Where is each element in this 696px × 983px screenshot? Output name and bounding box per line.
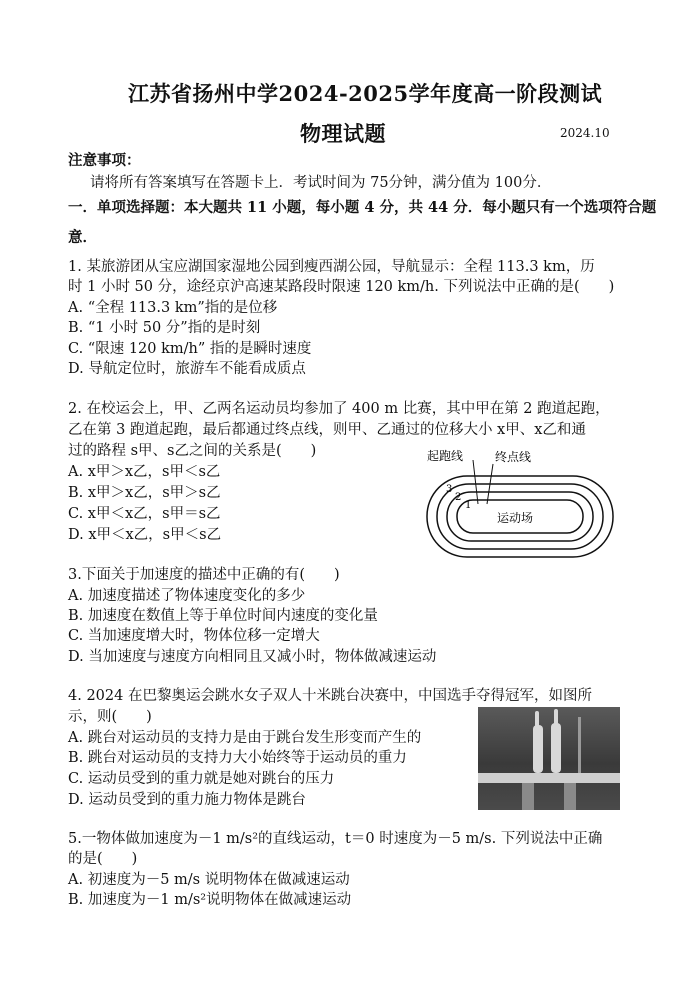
running-track-figure bbox=[415, 446, 620, 561]
field-label: 运动场 bbox=[497, 511, 534, 525]
q5-option-a: A. 初速度为－5 m/s 说明物体在做减速运动 bbox=[68, 872, 350, 888]
start-line bbox=[473, 460, 478, 504]
start-line-label: 起跑线 bbox=[427, 449, 464, 463]
diving-photo bbox=[478, 707, 620, 810]
q2-stem-line3: 过的路程 s甲、s乙之间的关系是( ) bbox=[68, 443, 317, 459]
q2-option-b: B. x甲＞x乙，s甲＞s乙 bbox=[68, 485, 221, 501]
platform-support-right bbox=[564, 783, 576, 810]
section-heading-line2: 意． bbox=[68, 229, 97, 246]
lane-3-label: 3 bbox=[446, 484, 453, 495]
q2-stem-line1: 2. 在校运会上，甲、乙两名运动员均参加了 400 m 比赛，其中甲在第 2 跑道起跑， bbox=[68, 401, 610, 417]
q2-stem-line2: 乙在第 3 跑道起跑，最后都通过终点线，则甲、乙通过的位移大小 x甲、x乙和通 bbox=[68, 422, 586, 438]
q3-stem: 3.下面关于加速度的描述中正确的有( ) bbox=[68, 567, 340, 583]
diver-left bbox=[533, 725, 543, 773]
q4-option-b: B. 跳台对运动员的支持力大小始终等于运动员的重力 bbox=[68, 750, 407, 766]
q5-stem-line2: 的是( ) bbox=[68, 851, 138, 867]
q4-stem-line2: 示，则( ) bbox=[68, 709, 152, 725]
q1-option-b: B. “1 小时 50 分”指的是时刻 bbox=[68, 320, 261, 336]
platform-rail bbox=[578, 717, 581, 773]
finish-line-label: 终点线 bbox=[495, 450, 532, 464]
exam-date: 2024.10 bbox=[560, 126, 610, 140]
diver-left-arms bbox=[535, 711, 539, 727]
q4-option-d: D. 运动员受到的重力施力物体是跳台 bbox=[68, 792, 306, 808]
lane-1-label: 1 bbox=[465, 500, 472, 511]
diver-right-arms bbox=[554, 709, 558, 725]
q3-option-a: A. 加速度描述了物体速度变化的多少 bbox=[68, 588, 306, 604]
page-title: 江苏省扬州中学2024-2025学年度高一阶段测试 bbox=[128, 81, 603, 106]
q4-option-c: C. 运动员受到的重力就是她对跳台的压力 bbox=[68, 771, 335, 787]
q2-option-d: D. x甲＜x乙，s甲＜s乙 bbox=[68, 527, 222, 543]
q3-option-d: D. 当加速度与速度方向相同且又减小时，物体做减速运动 bbox=[68, 649, 437, 665]
q2-option-c: C. x甲＜x乙，s甲＝s乙 bbox=[68, 506, 221, 522]
q5-option-b: B. 加速度为－1 m/s²说明物体在做减速运动 bbox=[68, 892, 352, 908]
q3-option-b: B. 加速度在数值上等于单位时间内速度的变化量 bbox=[68, 608, 378, 624]
q1-stem-line2: 时 1 小时 50 分，途经京沪高速某路段时限速 120 km/h. 下列说法中正确的是( ) bbox=[68, 279, 615, 295]
q4-stem-line1: 4. 2024 在巴黎奥运会跳水女子双人十米跳台决赛中，中国选手夺得冠军，如图所 bbox=[68, 688, 592, 704]
q1-option-c: C. “限速 120 km/h” 指的是瞬时速度 bbox=[68, 341, 312, 357]
diving-platform bbox=[478, 773, 620, 783]
page-subtitle: 物理试题 bbox=[300, 121, 386, 146]
q2-option-a: A. x甲＞x乙，s甲＜s乙 bbox=[68, 464, 221, 480]
notice-text: 请将所有答案填写在答题卡上．考试时间为 75分钟，满分值为 100分． bbox=[90, 175, 552, 191]
q1-option-d: D. 导航定位时，旅游车不能看成质点 bbox=[68, 361, 306, 377]
notice-heading: 注意事项： bbox=[68, 152, 141, 169]
q1-option-a: A. “全程 113.3 km”指的是位移 bbox=[68, 300, 278, 316]
q3-option-c: C. 当加速度增大时，物体位移一定增大 bbox=[68, 628, 320, 644]
diver-right bbox=[551, 723, 561, 773]
platform-support-left bbox=[522, 783, 534, 810]
lane-2-label: 2 bbox=[455, 492, 462, 503]
q4-option-a: A. 跳台对运动员的支持力是由于跳台发生形变而产生的 bbox=[68, 730, 422, 746]
section-heading-line1: 一．单项选择题：本大题共 11 小题，每小题 4 分，共 44 分．每小题只有一个选项符合题 bbox=[68, 199, 657, 216]
q5-stem-line1: 5.一物体做加速度为－1 m/s²的直线运动，t＝0 时速度为－5 m/s. 下列说法中正确 bbox=[68, 831, 603, 847]
q1-stem-line1: 1. 某旅游团从宝应湖国家湿地公园到瘦西湖公园，导航显示：全程 113.3 km，历 bbox=[68, 259, 595, 275]
